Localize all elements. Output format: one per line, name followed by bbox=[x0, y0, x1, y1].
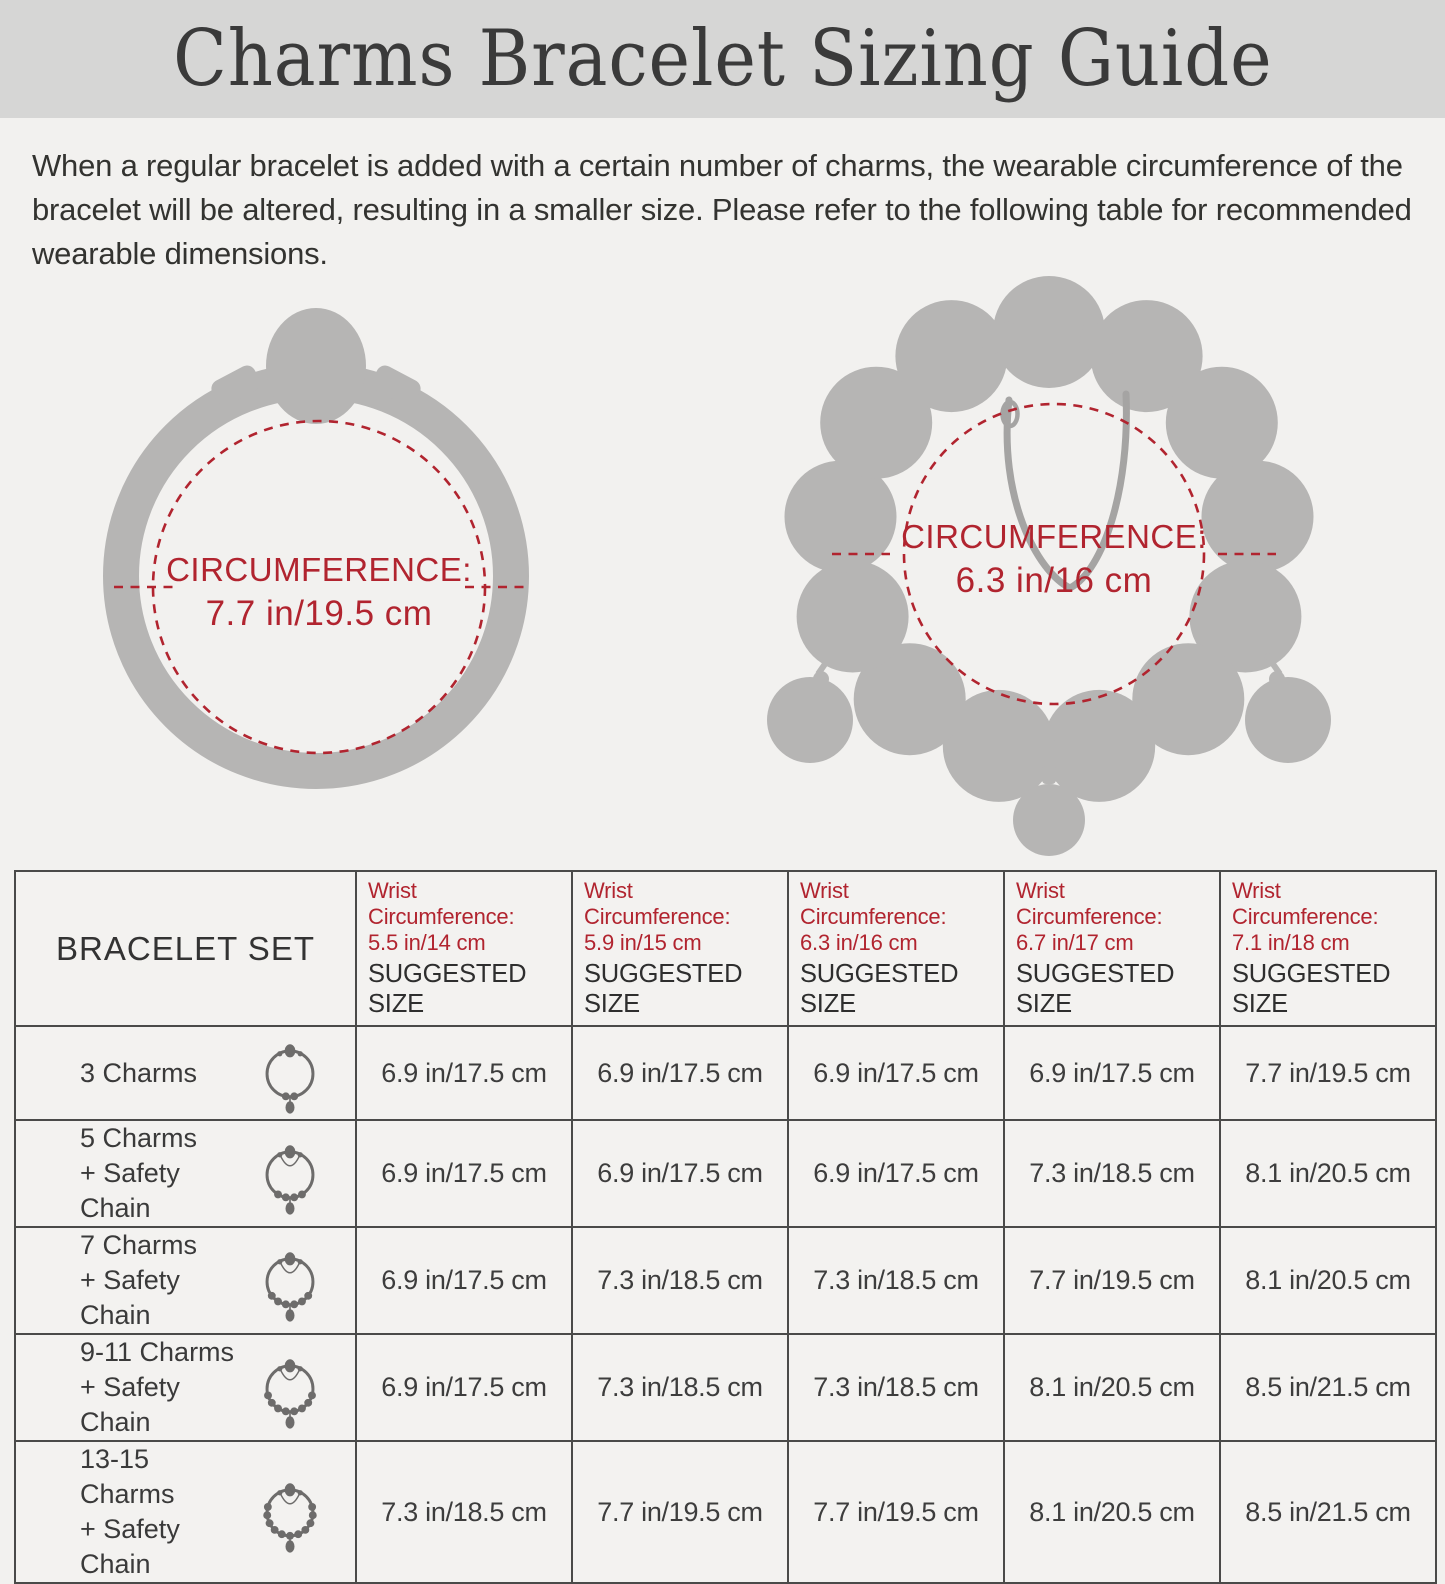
sizing-table bbox=[14, 870, 1437, 1584]
bracelet-9-11-charms-safety-chain-icon bbox=[249, 1342, 331, 1434]
suggested-size-label: SUGGESTED SIZE bbox=[368, 960, 527, 1018]
size-cell: 8.1 in/20.5 cm bbox=[1004, 1334, 1220, 1441]
size-cell: 6.9 in/17.5 cm bbox=[572, 1120, 788, 1227]
size-cell: 8.1 in/20.5 cm bbox=[1220, 1120, 1436, 1227]
size-cell: 6.9 in/17.5 cm bbox=[356, 1334, 572, 1441]
circumference-value: 6.3 in/16 cm bbox=[955, 561, 1153, 600]
size-cell: 6.9 in/17.5 cm bbox=[356, 1120, 572, 1227]
size-cell: 6.9 in/17.5 cm bbox=[572, 1026, 788, 1120]
wrist-size-header: Wrist Circumference: 7.1 in/18 cm SUGGESTED SIZE bbox=[1220, 871, 1436, 1026]
charm-bracelet-silhouette bbox=[714, 272, 1414, 862]
size-cell: 7.3 in/18.5 cm bbox=[572, 1334, 788, 1441]
bracelet-set-cell bbox=[15, 1334, 356, 1441]
set-label-line2: + Safety Chain bbox=[80, 1158, 180, 1223]
size-cell: 7.7 in/19.5 cm bbox=[1220, 1026, 1436, 1120]
set-label-line2: + Safety Chain bbox=[80, 1514, 180, 1579]
plain-bracelet-silhouette bbox=[76, 294, 556, 794]
size-cell: 6.9 in/17.5 cm bbox=[788, 1026, 1004, 1120]
wrist-size-header: Wrist Circumference: 6.3 in/16 cm SUGGESTED SIZE bbox=[788, 871, 1004, 1026]
size-cell: 7.3 in/18.5 cm bbox=[356, 1441, 572, 1583]
bracelet-13-15-charms-safety-chain-icon bbox=[249, 1466, 331, 1558]
table-header-row bbox=[15, 871, 1436, 1026]
size-cell: 7.7 in/19.5 cm bbox=[572, 1441, 788, 1583]
size-cell: 6.9 in/17.5 cm bbox=[356, 1026, 572, 1120]
size-cell: 8.5 in/21.5 cm bbox=[1220, 1441, 1436, 1583]
wrist-circumference-label: Wrist Circumference: bbox=[368, 878, 515, 929]
size-cell: 7.3 in/18.5 cm bbox=[788, 1334, 1004, 1441]
set-label: 7 Charms bbox=[80, 1230, 198, 1260]
page-title: Charms Bracelet Sizing Guide bbox=[172, 14, 1273, 104]
table-row bbox=[15, 1441, 1436, 1583]
set-label: 9-11 Charms bbox=[80, 1337, 235, 1367]
diagram-section bbox=[0, 276, 1445, 870]
size-cell: 7.7 in/19.5 cm bbox=[1004, 1227, 1220, 1334]
size-cell: 8.1 in/20.5 cm bbox=[1220, 1227, 1436, 1334]
set-label: 3 Charms bbox=[80, 1057, 198, 1088]
table-row bbox=[15, 1120, 1436, 1227]
title-band bbox=[0, 0, 1445, 118]
size-cell: 6.9 in/17.5 cm bbox=[1004, 1026, 1220, 1120]
bracelet-set-cell bbox=[15, 1026, 356, 1120]
table-row bbox=[15, 1334, 1436, 1441]
bracelet-set-cell bbox=[15, 1120, 356, 1227]
size-cell: 8.5 in/21.5 cm bbox=[1220, 1334, 1436, 1441]
size-cell: 7.3 in/18.5 cm bbox=[788, 1227, 1004, 1334]
size-cell: 6.9 in/17.5 cm bbox=[356, 1227, 572, 1334]
wrist-size-header: Wrist Circumference: 5.9 in/15 cm SUGGESTED SIZE bbox=[572, 871, 788, 1026]
bracelet-3-charms-icon bbox=[249, 1027, 331, 1119]
circumference-label: CIRCUMFERENCE: bbox=[166, 551, 472, 588]
table-row bbox=[15, 1026, 1436, 1120]
size-cell: 8.1 in/20.5 cm bbox=[1004, 1441, 1220, 1583]
intro-text: When a regular bracelet is added with a certain number of charms, the wearable circumference of the bracelet will be altered, resulting in a smaller size. Please refer to the following table for recommended wearable dimensions. bbox=[32, 148, 1412, 271]
bracelet-5-charms-safety-chain-icon bbox=[249, 1128, 331, 1220]
bracelet-set-header: BRACELET SET bbox=[15, 871, 356, 1026]
set-label-line2: + Safety Chain bbox=[80, 1265, 180, 1330]
wrist-size-header: Wrist Circumference: 6.7 in/17 cm SUGGESTED SIZE bbox=[1004, 871, 1220, 1026]
circumference-label: CIRCUMFERENCE: bbox=[901, 518, 1207, 555]
wrist-circumference-value: 5.5 in/14 cm bbox=[368, 930, 486, 955]
table-row bbox=[15, 1227, 1436, 1334]
size-cell: 6.9 in/17.5 cm bbox=[788, 1120, 1004, 1227]
set-label-line2: + Safety Chain bbox=[80, 1372, 180, 1437]
size-cell: 7.7 in/19.5 cm bbox=[788, 1441, 1004, 1583]
circumference-value: 7.7 in/19.5 cm bbox=[205, 594, 433, 633]
size-cell: 7.3 in/18.5 cm bbox=[572, 1227, 788, 1334]
bracelet-7-charms-safety-chain-icon bbox=[249, 1235, 331, 1327]
size-cell: 7.3 in/18.5 cm bbox=[1004, 1120, 1220, 1227]
set-label: 13-15 Charms bbox=[80, 1444, 175, 1509]
set-label: 5 Charms bbox=[80, 1123, 198, 1153]
bracelet-set-cell bbox=[15, 1227, 356, 1334]
wrist-size-header bbox=[356, 871, 572, 1026]
bracelet-set-cell bbox=[15, 1441, 356, 1583]
